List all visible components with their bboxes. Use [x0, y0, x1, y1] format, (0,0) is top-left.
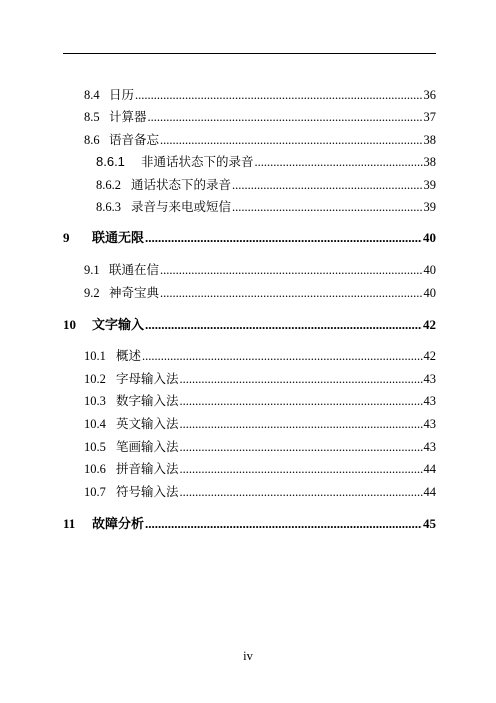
- toc-leader-dots: [145, 317, 422, 333]
- page-number: iv: [243, 649, 253, 663]
- toc-entry-10-7[interactable]: [84, 484, 436, 500]
- toc-entry-page: 42: [423, 349, 436, 363]
- toc-entry-title: 联通无限: [92, 230, 145, 245]
- toc-leader-dots: [180, 393, 423, 409]
- toc-entry-number: 10.6: [84, 462, 106, 476]
- toc-leader-dots: [145, 230, 422, 246]
- toc-entry-page: 38: [423, 155, 436, 169]
- toc-entry-number: 11: [63, 516, 76, 531]
- toc-entry-number: 8.6.2: [96, 178, 121, 192]
- toc-entry-number: 8.6.1: [96, 154, 125, 169]
- toc-entry-page: 44: [423, 462, 436, 476]
- toc-entry-8-6-2[interactable]: [96, 177, 436, 193]
- toc-entry-page: 37: [423, 110, 436, 124]
- toc-entry-page: 43: [423, 372, 436, 386]
- toc-entry-10-2[interactable]: [84, 371, 436, 387]
- toc-entry-title: 字母输入法: [116, 372, 179, 386]
- toc-entry-10-4[interactable]: [84, 416, 436, 432]
- toc-entry-number: 10.5: [84, 440, 106, 454]
- toc-entry-8-6-3[interactable]: [96, 199, 436, 215]
- toc-entry-title: 数字输入法: [116, 394, 179, 408]
- toc-entry-title: 英文输入法: [116, 417, 179, 431]
- toc-entry-title: 计算器: [109, 110, 147, 124]
- toc-leader-dots: [160, 285, 422, 301]
- toc-entry-title: 非通话状态下的录音: [141, 155, 254, 169]
- toc-entry-page: 40: [423, 230, 436, 245]
- toc-leader-dots: [160, 262, 422, 278]
- toc-entry-number: 8.5: [84, 110, 100, 124]
- toc-entry-page: 40: [423, 286, 436, 300]
- toc-entry-title: 符号输入法: [116, 485, 179, 499]
- toc-entry-page: 43: [423, 394, 436, 408]
- toc-entry-title: 故障分析: [92, 516, 145, 531]
- toc-entry-8-4[interactable]: [84, 87, 436, 103]
- toc-leader-dots: [180, 461, 423, 477]
- toc-leader-dots: [145, 516, 422, 532]
- toc-entry-number: 10: [63, 317, 76, 332]
- toc-entry-8-5[interactable]: [84, 109, 436, 125]
- toc-entry-8-6-1[interactable]: [96, 154, 436, 170]
- toc-entry-number: 10.1: [84, 349, 106, 363]
- toc-entry-title: 语音备忘: [109, 133, 160, 147]
- toc-entry-page: 44: [423, 485, 436, 499]
- toc-entry-page: 39: [423, 178, 436, 192]
- toc-entry-chapter-10[interactable]: [63, 317, 436, 333]
- toc-entry-10-3[interactable]: [84, 393, 436, 409]
- toc-entry-chapter-11[interactable]: [63, 516, 436, 532]
- toc-leader-dots: [135, 87, 422, 103]
- toc-leader-dots: [180, 416, 423, 432]
- toc-entry-title: 录音与来电或短信: [131, 200, 232, 214]
- toc-entry-page: 40: [423, 263, 436, 277]
- toc-entry-title: 文字输入: [92, 317, 145, 332]
- toc-entry-page: 42: [423, 317, 436, 332]
- toc-entry-chapter-9[interactable]: [63, 230, 436, 246]
- toc-entry-number: 9.1: [84, 263, 100, 277]
- toc-entry-number: 8.4: [84, 88, 100, 102]
- toc-entry-page: 36: [423, 88, 436, 102]
- toc-entry-number: 9: [63, 230, 70, 245]
- toc-entry-number: 10.7: [84, 485, 106, 499]
- toc-entry-title: 日历: [109, 88, 135, 102]
- toc-entry-number: 8.6.3: [96, 200, 121, 214]
- toc-leader-dots: [255, 154, 423, 170]
- toc-entry-8-6[interactable]: [84, 132, 436, 148]
- toc-entry-page: 39: [423, 200, 436, 214]
- toc-leader-dots: [232, 199, 422, 215]
- toc-entry-9-2[interactable]: [84, 285, 436, 301]
- toc-entry-10-1[interactable]: [84, 348, 436, 364]
- toc-entry-page: 45: [423, 516, 436, 531]
- toc-entry-number: 8.6: [84, 133, 100, 147]
- toc-leader-dots: [148, 109, 423, 125]
- toc-entry-number: 9.2: [84, 286, 100, 300]
- toc-leader-dots: [180, 484, 423, 500]
- toc-leader-dots: [142, 348, 422, 364]
- toc-entry-10-6[interactable]: [84, 461, 436, 477]
- toc-entry-title: 拼音输入法: [116, 462, 179, 476]
- toc-entry-number: 10.2: [84, 372, 106, 386]
- toc-entry-number: 10.4: [84, 417, 106, 431]
- toc-leader-dots: [180, 439, 423, 455]
- toc-entry-title: 通话状态下的录音: [131, 178, 232, 192]
- toc-entry-title: 联通在信: [109, 263, 160, 277]
- toc-leader-dots: [180, 371, 423, 387]
- toc-entry-title: 神奇宝典: [109, 286, 160, 300]
- toc-entry-page: 43: [423, 440, 436, 454]
- toc-leader-dots: [160, 132, 422, 148]
- toc-entry-page: 38: [423, 133, 436, 147]
- toc-leader-dots: [232, 177, 422, 193]
- toc-entry-title: 笔画输入法: [116, 440, 179, 454]
- toc-entry-title: 概述: [116, 349, 142, 363]
- toc-entry-page: 43: [423, 417, 436, 431]
- toc-entry-number: 10.3: [84, 394, 106, 408]
- toc-entry-9-1[interactable]: [84, 262, 436, 278]
- toc-entry-10-5[interactable]: [84, 439, 436, 455]
